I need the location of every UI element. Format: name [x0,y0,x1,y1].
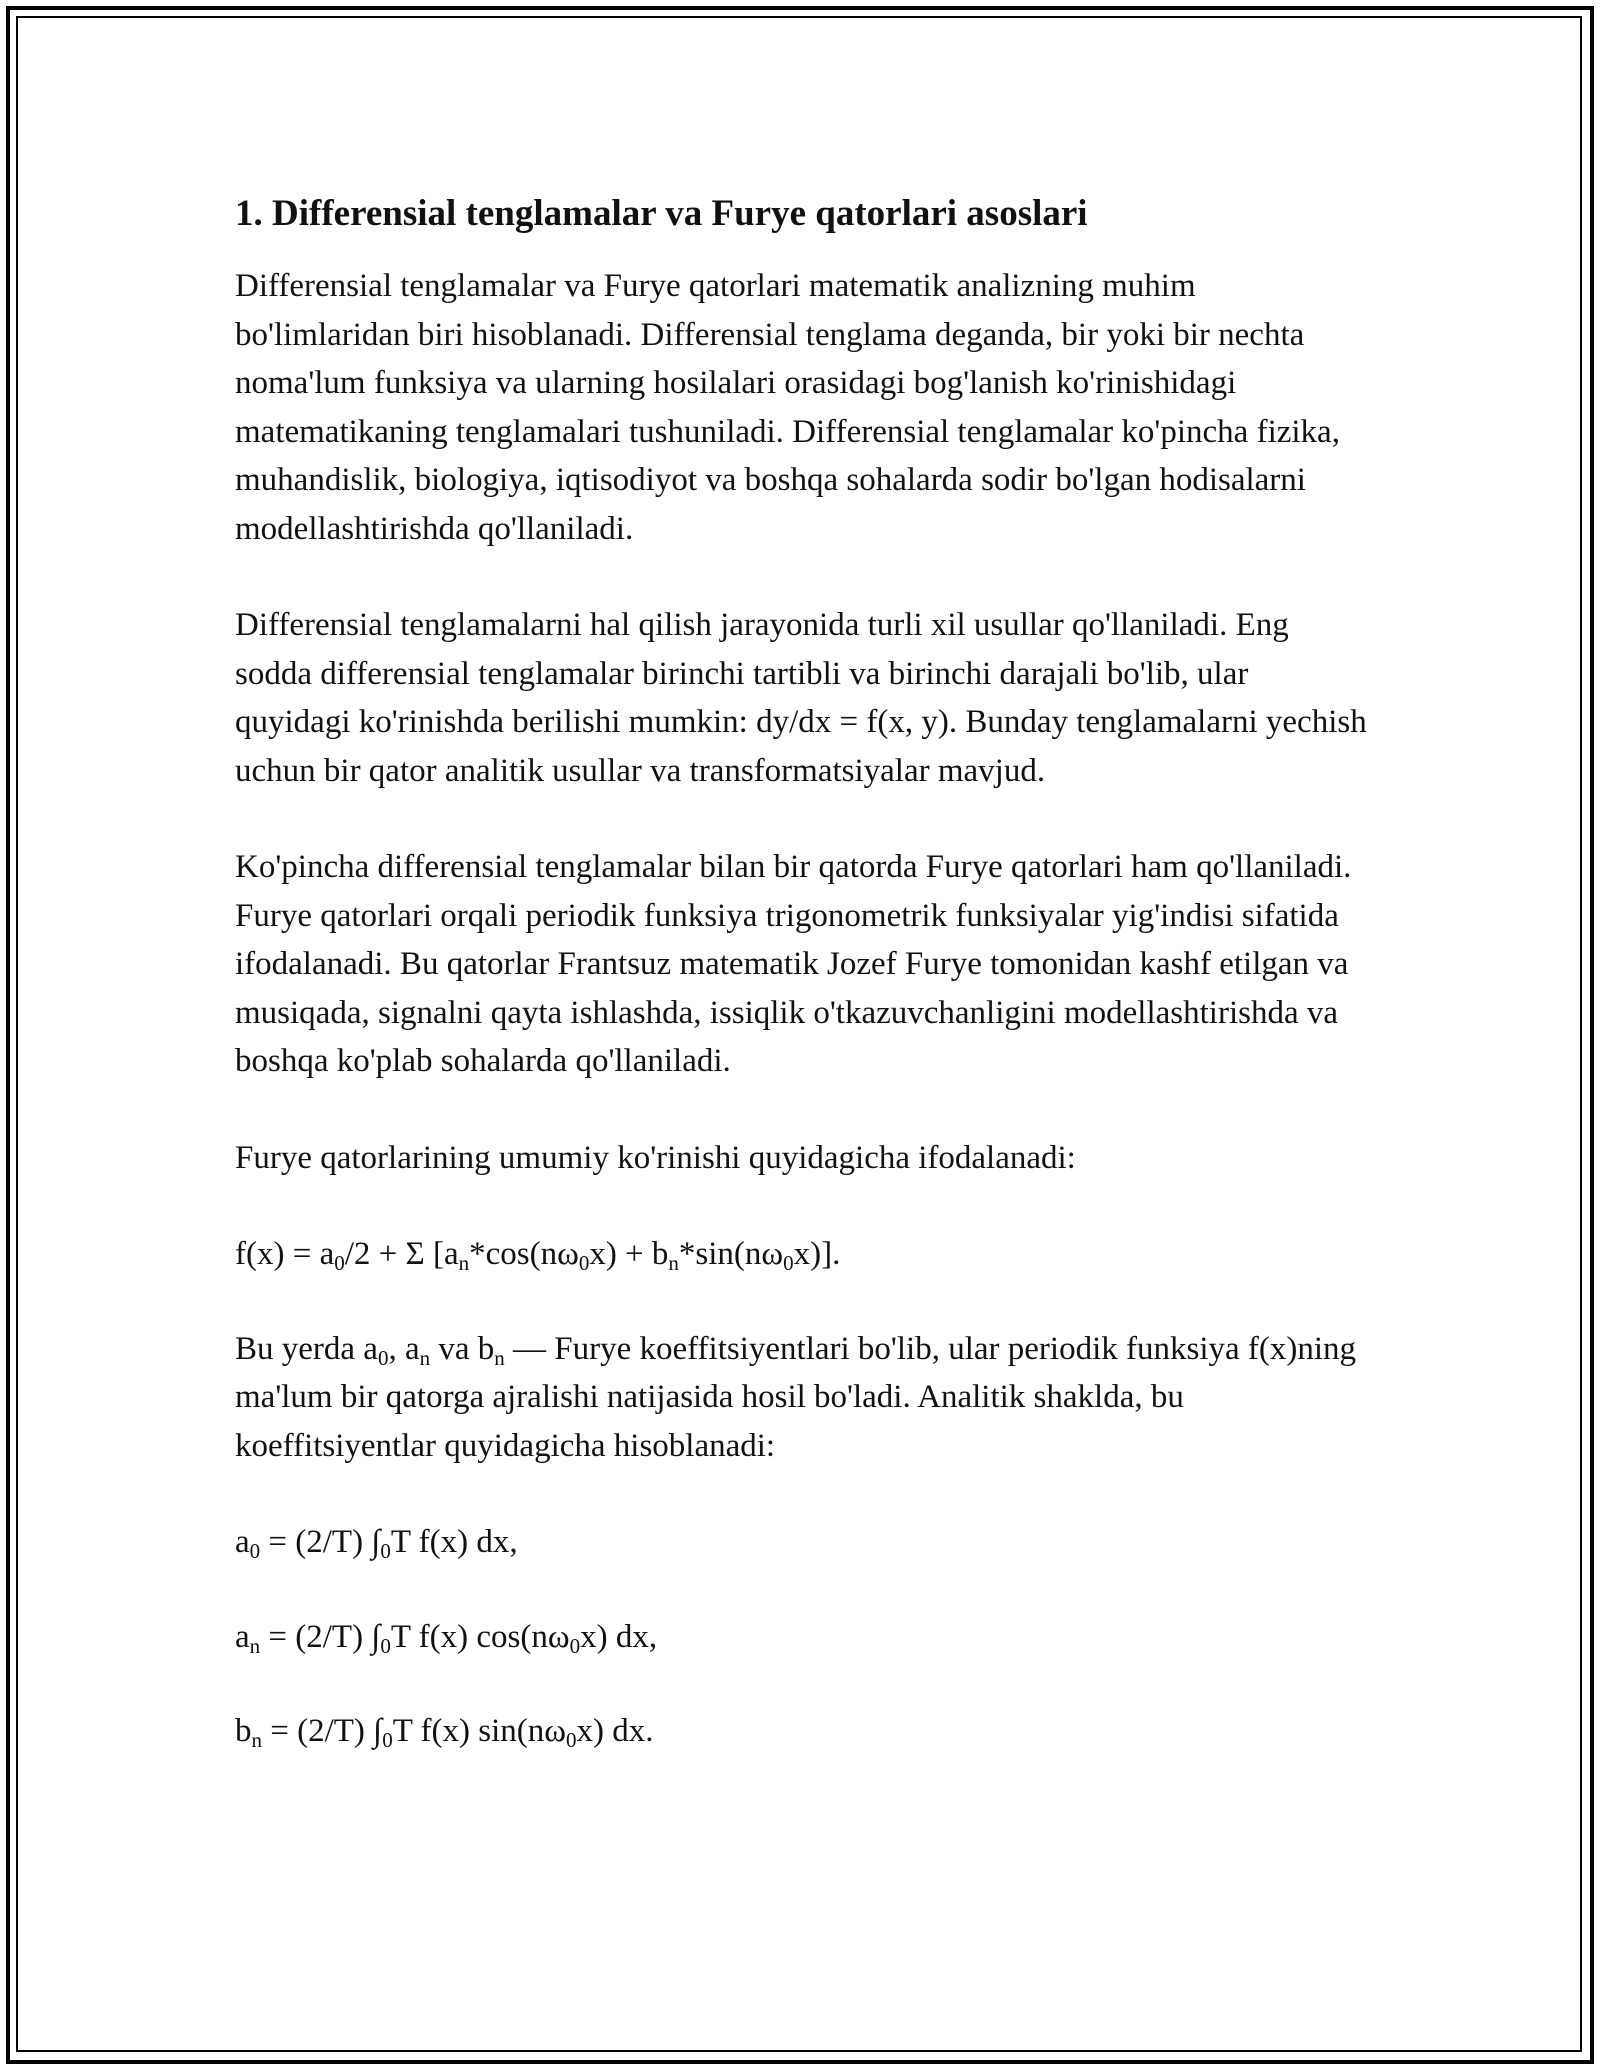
formula-text: x) dx. [576,1713,654,1749]
subscript: n [419,1345,431,1370]
formula-a0 [235,1518,1370,1567]
subscript: 0 [249,1539,261,1563]
subscript: 0 [382,1728,393,1752]
formula-text: f(x) = a [235,1236,335,1272]
formula-text: /2 + Σ [a [344,1236,459,1272]
formula-text: = (2/T) ∫ [260,1618,381,1655]
subscript: 0 [565,1728,577,1752]
paragraph-intro: Differensial tenglamalar va Furye qatorlari matematik analizning muhim bo'limlaridan biri hisoblanadi. Differensial tenglama deganda, bir yoki bir nechta noma'lum funksiya va ularning hosilalari orasidagi bog'lanish ko'rinishidagi matematikaning tenglamalari tushuniladi. Differensial tenglamalar ko'pincha fizika, muhandislik, biologiya, iqtisodiyot va boshqa sohalarda sodir bo'lgan hodisalarni modellashtirishda qo'llaniladi. [235,268,1340,547]
formula-text: *sin(nω [678,1236,784,1272]
subscript: 0 [569,1633,581,1658]
subscript: 0 [578,1251,590,1275]
subscript: n [668,1251,679,1275]
formula-bn [235,1707,1370,1756]
paragraph-text: , a [388,1330,420,1367]
paragraph-methods: Differensial tenglamalarni hal qilish jarayonida turli xil usullar qo'llaniladi. Eng sodda differensial tenglamalar birinchi tartibli va birinchi darajali bo'lib, ular quyidagi ko'rinishda berilishi mumkin: dy/dx = f(x, y). Bunday tenglamalarni yechish uchun bir qator analitik usullar va transformatsiyalar mavjud. [235,607,1367,789]
paragraph-text: Bu yerda a [235,1330,378,1367]
paragraph-text: — Furye koeffitsiyentlari bo'lib, ular periodik funksiya f(x)ning ma'lum bir qatorga ajralishi natijasida hosil bo'ladi. Analitik shaklda, bu koeffitsiyentlar quyidagicha hisoblanadi: [235,1330,1357,1464]
subscript: n [494,1345,505,1370]
paragraph-coefficients [235,1325,1370,1471]
subscript: 0 [380,1539,391,1563]
document-body [235,188,1370,1802]
formula-text: *cos(nω [469,1236,579,1272]
paragraph-text: va b [430,1330,495,1367]
formula-text: x) dx, [580,1618,658,1655]
subscript: 0 [380,1633,391,1658]
formula-text: T f(x) dx, [390,1524,518,1560]
subscript: n [458,1251,470,1275]
formula-text: a [235,1618,250,1655]
paragraph-general-form: Furye qatorlarining umumiy ko'rinishi quyidagicha ifodalanadi: [235,1139,1076,1176]
subscript: 0 [377,1345,389,1370]
fourier-series-formula [235,1230,1370,1279]
subscript: n [249,1633,261,1658]
formula-text: T f(x) cos(nω [390,1618,570,1655]
formula-text: = (2/T) ∫ [262,1713,383,1749]
formula-text: x) + b [589,1236,669,1272]
paragraph-fourier: Ko'pincha differensial tenglamalar bilan bir qatorda Furye qatorlari ham qo'llaniladi. Furye qatorlari orqali periodik funksiya trigonometrik funksiyalar yig'indisi sifatida ifodalanadi. Bu qatorlar Frantsuz matematik Jozef Furye tomonidan kashf etilgan va musiqada, signalni qayta ishlashda, issiqlik o'tkazuvchanligini modellashtirishda va boshqa ko'plab sohalarda qo'llaniladi. [235,849,1352,1079]
subscript: 0 [334,1251,345,1275]
formula-text: = (2/T) ∫ [260,1524,381,1560]
subscript: n [251,1728,262,1752]
formula-text: x)]. [793,1236,841,1272]
section-heading: 1. Differensial tenglamalar va Furye qatorlari asoslari [235,193,1088,234]
formula-text: a [235,1524,250,1560]
subscript: 0 [783,1251,794,1275]
formula-an [235,1613,1370,1662]
formula-text: T f(x) sin(nω [392,1713,566,1749]
formula-text: b [235,1713,252,1749]
